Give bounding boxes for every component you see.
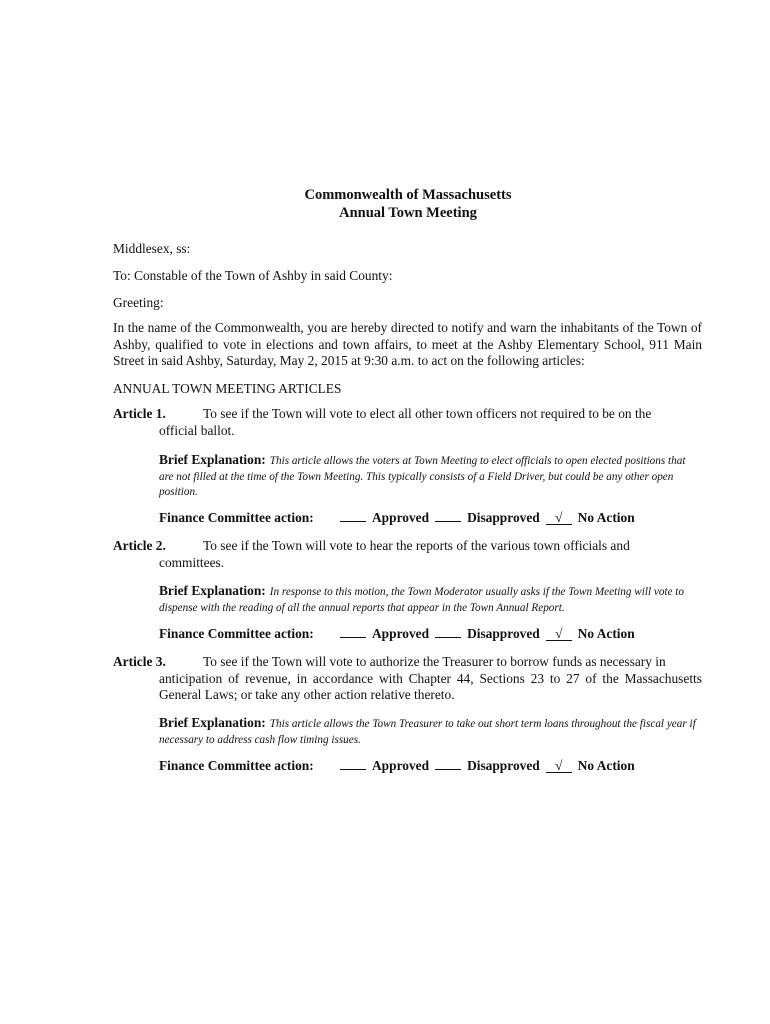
heading-meeting: Annual Town Meeting — [339, 205, 477, 221]
intro-paragraph: In the name of the Commonwealth, you are hereby directed to notify and warn the inhabitants of the Town of Ashby, qualified to vote in elections and town affairs, to meet at the Ashby Elementary School, 911 Main Street in said Ashby, Saturday, May 2, 2015 at 9:30 a.m. to act on the following articles: — [113, 320, 702, 368]
article-text-rest: official ballot. — [159, 422, 235, 438]
approved-blank — [340, 509, 366, 522]
no-action-check: √ — [546, 628, 572, 641]
brief-label: Brief Explanation: — [159, 715, 266, 730]
finance-action-1 — [159, 509, 679, 526]
no-action-option: No Action — [577, 626, 635, 641]
article-label: Article 1. — [113, 406, 166, 421]
finance-action-2 — [159, 625, 679, 642]
approved-blank — [340, 757, 366, 770]
disapproved-blank — [435, 625, 461, 638]
article-2 — [113, 538, 702, 571]
article-label: Article 3. — [113, 654, 166, 669]
brief-explanation-2 — [159, 583, 699, 616]
finance-label: Finance Committee action: — [159, 758, 314, 773]
brief-text: In response to this motion, the Town Moderator usually asks if the Town Meeting will vote to dispense with the reading of all the annual reports that appear in the Town Annual Report. — [159, 586, 685, 614]
approved-blank — [340, 625, 366, 638]
finance-label: Finance Committee action: — [159, 626, 314, 641]
article-text-first: To see if the Town will vote to elect all other town officers not required to be on the — [203, 406, 652, 421]
greeting-line: Greeting: — [113, 295, 164, 310]
article-text-first: To see if the Town will vote to hear the reports of the various town officials and — [203, 538, 630, 553]
approved-option: Approved — [372, 758, 430, 773]
brief-label: Brief Explanation: — [159, 583, 266, 598]
disapproved-option: Disapproved — [467, 510, 540, 525]
article-text-first: To see if the Town will vote to authorize the Treasurer to borrow funds as necessary in — [203, 654, 666, 669]
section-title: ANNUAL TOWN MEETING ARTICLES — [113, 381, 342, 396]
article-text-rest: committees. — [159, 554, 225, 570]
disapproved-blank — [435, 757, 461, 770]
finance-label: Finance Committee action: — [159, 510, 314, 525]
brief-text: This article allows the voters at Town Meeting to elect officials to open elected positions that are not filled at the time of the Town Meeting. This typically consists of a Field Driver, but could be any other open position. — [159, 455, 686, 498]
no-action-check: √ — [546, 512, 572, 525]
no-action-option: No Action — [577, 758, 635, 773]
brief-explanation-3 — [159, 715, 699, 748]
approved-option: Approved — [372, 510, 430, 525]
finance-action-3 — [159, 757, 679, 774]
heading-commonwealth: Commonwealth of Massachusetts — [304, 187, 512, 203]
disapproved-option: Disapproved — [467, 758, 540, 773]
article-3 — [113, 654, 702, 704]
approved-option: Approved — [372, 626, 430, 641]
disapproved-option: Disapproved — [467, 626, 540, 641]
disapproved-blank — [435, 509, 461, 522]
article-label: Article 2. — [113, 538, 166, 553]
no-action-check: √ — [546, 760, 572, 773]
brief-text: This article allows the Town Treasurer to take out short term loans throughout the fiscal year if necessary to address cash flow timing issues. — [159, 718, 696, 746]
brief-label: Brief Explanation: — [159, 452, 266, 467]
article-1 — [113, 406, 702, 439]
county-line: Middlesex, ss: — [113, 241, 191, 256]
brief-explanation-1 — [159, 452, 699, 501]
to-line: To: Constable of the Town of Ashby in said County: — [113, 268, 393, 283]
article-text-rest: anticipation of revenue, in accordance with Chapter 44, Sections 23 to 27 of the Massachusetts General Laws; or take any other action relative thereto. — [159, 670, 702, 702]
no-action-option: No Action — [577, 510, 635, 525]
